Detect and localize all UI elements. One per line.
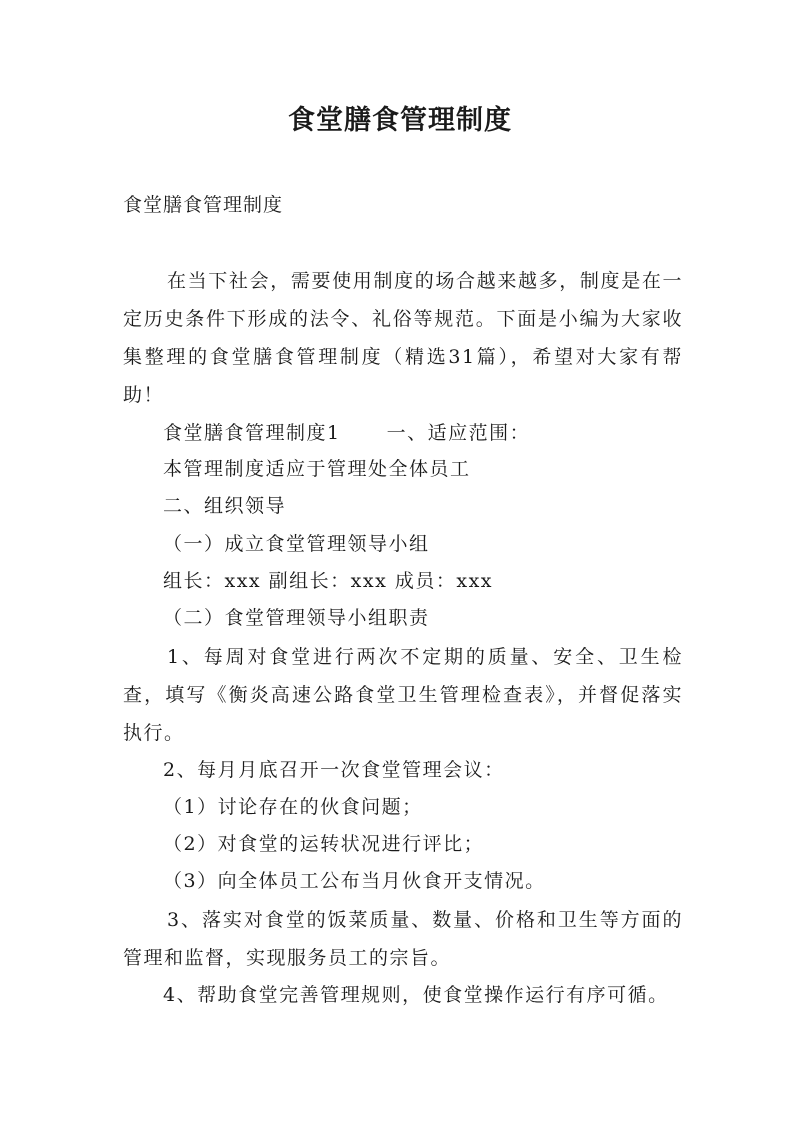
document-subtitle: 食堂膳食管理制度 (123, 194, 284, 216)
scope-text: 本管理制度适应于管理处全体员工 (163, 458, 471, 480)
item-2: 2、每月月底召开一次食堂管理会议： (163, 759, 505, 781)
section-heading-line (163, 421, 530, 445)
duties-heading: （二）食堂管理领导小组职责 (163, 607, 430, 629)
group-heading: （一）成立食堂管理领导小组 (163, 533, 430, 555)
scope-heading: 一、适应范围： (386, 422, 531, 444)
item-4: 4、帮助食堂完善管理规则，使食堂操作运行有序可循。 (163, 984, 669, 1006)
item-2-2: （2）对食堂的运转状况进行评比； (163, 833, 485, 855)
document-title: 食堂膳食管理制度 (288, 105, 512, 136)
item-2-1: （1）讨论存在的伙食问题； (163, 796, 423, 818)
section-heading: 食堂膳食管理制度1 (163, 422, 341, 444)
item-3: 3、落实对食堂的饭菜质量、数量、价格和卫生等方面的管理和监督，实现服务员工的宗旨。 (123, 909, 683, 969)
members-line: 组长：xxx 副组长：xxx 成员：xxx (163, 570, 494, 592)
item-2-3: （3）向全体员工公布当月伙食开支情况。 (163, 870, 546, 892)
org-heading: 二、组织领导 (163, 495, 287, 517)
item-1: 1、每周对食堂进行两次不定期的质量、安全、卫生检查，填写《衡炎高速公路食堂卫生管理检查表》，并督促落实执行。 (123, 646, 683, 744)
intro-paragraph: 在当下社会，需要使用制度的场合越来越多，制度是在一定历史条件下形成的法令、礼俗等规范。下面是小编为大家收集整理的食堂膳食管理制度（精选31篇），希望对大家有帮助！ (123, 270, 683, 406)
